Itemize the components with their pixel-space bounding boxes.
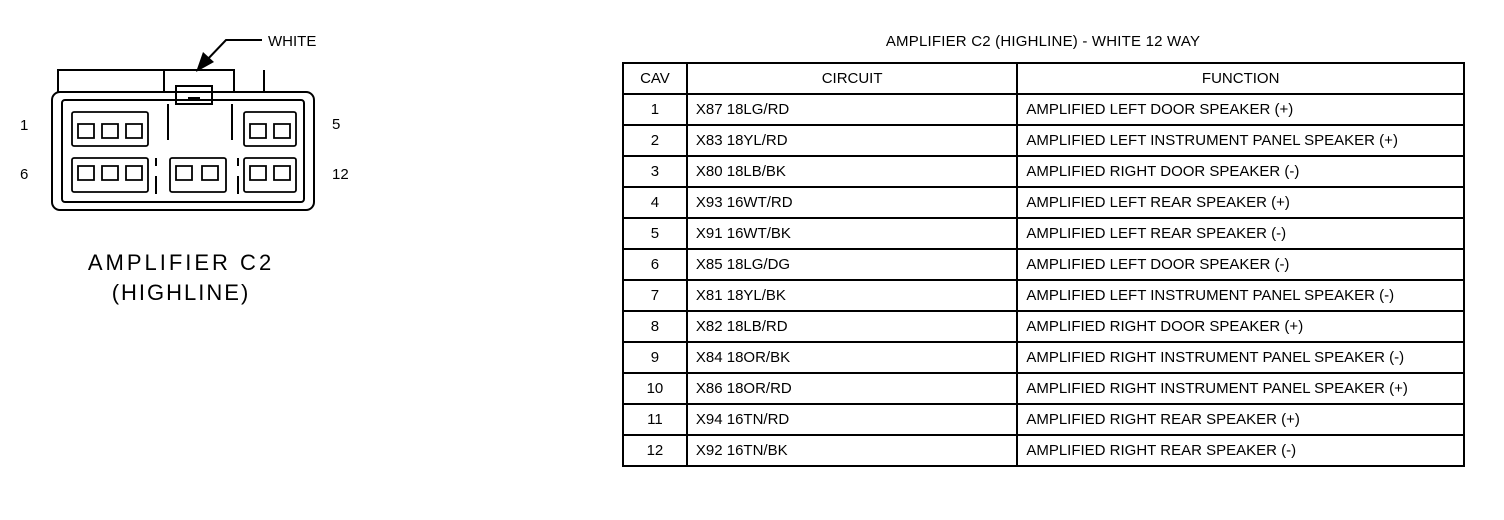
cav-cell: 3 (623, 156, 687, 187)
circuit-cell: X83 18YL/RD (687, 125, 1017, 156)
pin-label-12: 12 (332, 166, 349, 183)
connector-diagram (0, 0, 600, 320)
function-cell: AMPLIFIED LEFT DOOR SPEAKER (-) (1017, 249, 1464, 280)
circuit-cell: X92 16TN/BK (687, 435, 1017, 466)
function-cell: AMPLIFIED RIGHT INSTRUMENT PANEL SPEAKER (-) (1017, 342, 1464, 373)
connector-body (52, 70, 314, 210)
cavity-group-top-right (244, 112, 296, 146)
circuit-cell: X85 18LG/DG (687, 249, 1017, 280)
connector-name-line1: AMPLIFIER C2 (87, 250, 275, 275)
function-cell: AMPLIFIED LEFT REAR SPEAKER (-) (1017, 218, 1464, 249)
header-cav: CAV (623, 63, 687, 94)
table-row (623, 218, 1464, 249)
cav-cell: 5 (623, 218, 687, 249)
table-body (623, 94, 1464, 466)
table-title: AMPLIFIER C2 (HIGHLINE) - WHITE 12 WAY (885, 33, 1201, 50)
cav-cell: 2 (623, 125, 687, 156)
cavity-group-top-left (72, 112, 148, 146)
cav-cell: 9 (623, 342, 687, 373)
table-row (623, 435, 1464, 466)
circuit-cell: X87 18LG/RD (687, 94, 1017, 125)
table-row (623, 311, 1464, 342)
circuit-cell: X91 16WT/BK (687, 218, 1017, 249)
function-cell: AMPLIFIED LEFT REAR SPEAKER (+) (1017, 187, 1464, 218)
cav-cell: 8 (623, 311, 687, 342)
circuit-cell: X80 18LB/BK (687, 156, 1017, 187)
cav-cell: 1 (623, 94, 687, 125)
cav-cell: 12 (623, 435, 687, 466)
table-row (623, 404, 1464, 435)
table-row (623, 249, 1464, 280)
table-row (623, 156, 1464, 187)
header-circuit: CIRCUIT (687, 63, 1017, 94)
table-header-row (623, 63, 1464, 94)
pinout-table (622, 62, 1465, 467)
function-cell: AMPLIFIED RIGHT REAR SPEAKER (-) (1017, 435, 1464, 466)
color-label: WHITE (268, 33, 317, 50)
circuit-cell: X93 16WT/RD (687, 187, 1017, 218)
cav-cell: 7 (623, 280, 687, 311)
connector-name-line2: (HIGHLINE) (111, 280, 251, 305)
cavity-group-bottom-left (72, 158, 148, 192)
function-cell: AMPLIFIED RIGHT INSTRUMENT PANEL SPEAKER (+) (1017, 373, 1464, 404)
cav-cell: 4 (623, 187, 687, 218)
color-callout (196, 33, 316, 72)
table-row (623, 187, 1464, 218)
table-row (623, 94, 1464, 125)
cavity-grid (72, 112, 296, 194)
pin-label-5: 5 (332, 116, 341, 133)
function-cell: AMPLIFIED LEFT DOOR SPEAKER (+) (1017, 94, 1464, 125)
function-cell: AMPLIFIED RIGHT DOOR SPEAKER (+) (1017, 311, 1464, 342)
function-cell: AMPLIFIED RIGHT DOOR SPEAKER (-) (1017, 156, 1464, 187)
circuit-cell: X81 18YL/BK (687, 280, 1017, 311)
cav-cell: 11 (623, 404, 687, 435)
circuit-cell: X94 16TN/RD (687, 404, 1017, 435)
cav-cell: 10 (623, 373, 687, 404)
header-function: FUNCTION (1017, 63, 1464, 94)
table-row (623, 342, 1464, 373)
circuit-cell: X84 18OR/BK (687, 342, 1017, 373)
function-cell: AMPLIFIED RIGHT REAR SPEAKER (+) (1017, 404, 1464, 435)
cav-cell: 6 (623, 249, 687, 280)
function-cell: AMPLIFIED LEFT INSTRUMENT PANEL SPEAKER (+) (1017, 125, 1464, 156)
cavity-group-bottom-right (244, 158, 296, 192)
pin-label-6: 6 (20, 166, 29, 183)
function-cell: AMPLIFIED LEFT INSTRUMENT PANEL SPEAKER (-) (1017, 280, 1464, 311)
circuit-cell: X82 18LB/RD (687, 311, 1017, 342)
pin-label-1: 1 (20, 117, 29, 134)
table-row (623, 373, 1464, 404)
circuit-cell: X86 18OR/RD (687, 373, 1017, 404)
cavity-group-bottom-center (170, 158, 226, 192)
table-row (623, 280, 1464, 311)
table-row (623, 125, 1464, 156)
